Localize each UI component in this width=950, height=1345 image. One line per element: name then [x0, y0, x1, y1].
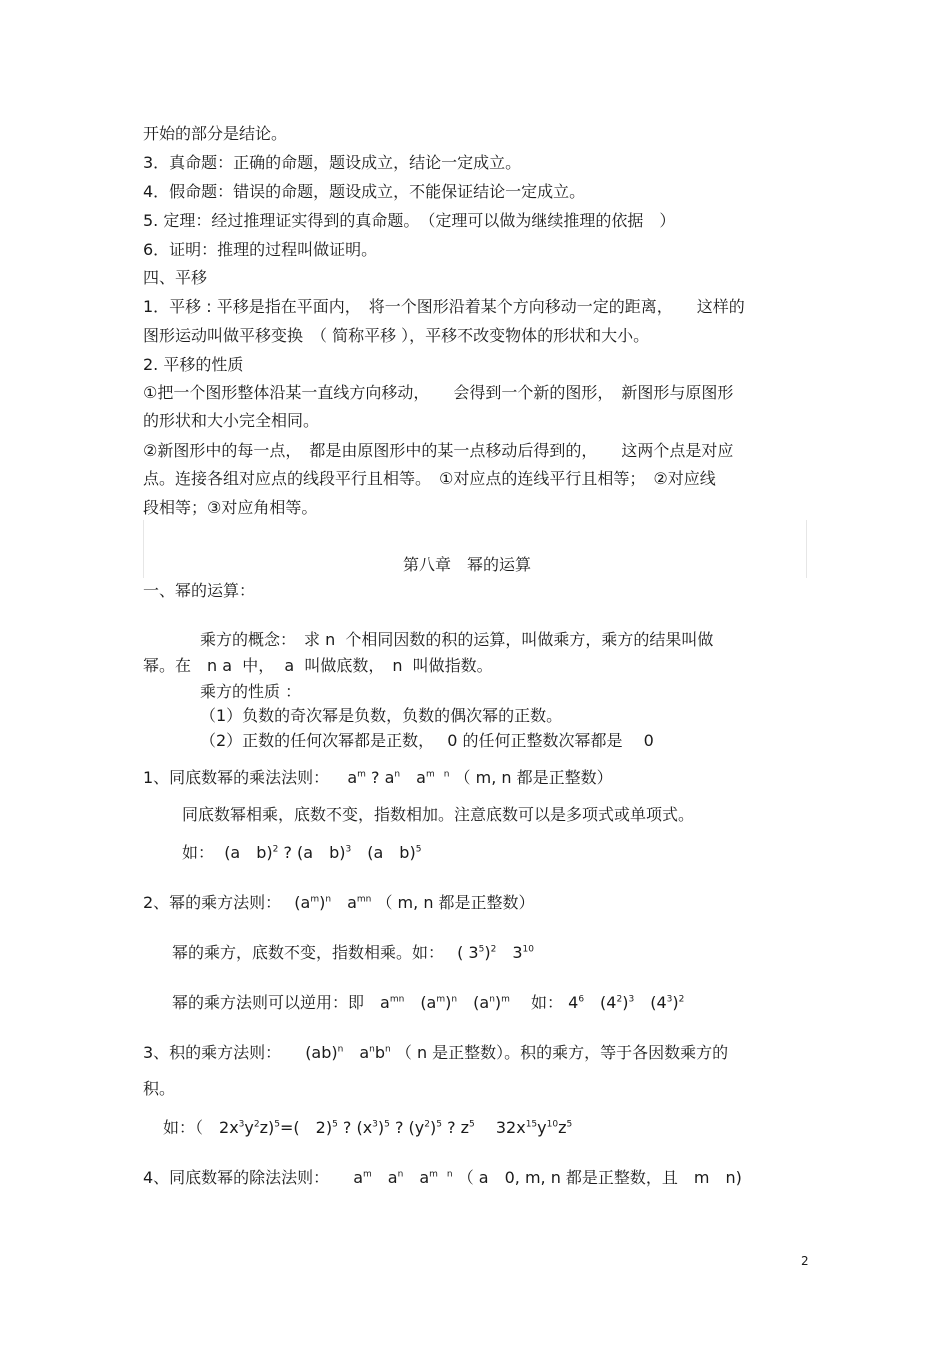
rule-multiplication — [143, 768, 613, 788]
formula: $a^{mn}$ $(a^m)^n$ $(a^n)^m$ — [364, 993, 510, 1012]
formula: $(a^m)^n$ $a^{mn}$ — [289, 893, 372, 912]
text-line: ②新图形中的每一点， 都是由原图形中的某一点移动后得到的， 这两个点是对应 — [143, 441, 734, 460]
example-label: 如：（ — [163, 1118, 204, 1137]
rule-condition: （ a 0, m, n 都是正整数，且 m n) — [457, 1168, 742, 1187]
text-line: 6．证明：推理的过程叫做证明。 — [143, 240, 378, 259]
rule-division — [143, 1168, 742, 1188]
text-line: ①把一个图形整体沿某一直线方向移动， 会得到一个新的图形， 新图形与原图形 — [143, 383, 734, 402]
example — [182, 843, 421, 863]
rule-power — [143, 893, 535, 913]
formula: $4^6$ $(4^2)^3$ $(4^3)^2$ — [563, 993, 685, 1012]
chapter-title: 第八章 幂的运算 — [403, 555, 532, 574]
formula: (ab)$^n$ $a^nb^n$ — [289, 1043, 391, 1062]
section-heading: 一、幂的运算： — [143, 581, 256, 600]
rule-note: 同底数幂相乘，底数不变，指数相加。注意底数可以是多项式或单项式。 — [182, 805, 695, 824]
formula: ( $3^5)^2$ $3^{10}$ — [436, 943, 534, 962]
example-label: 如： — [531, 993, 564, 1012]
text-line: （2）正数的任何次幂都是正数， 0 的任何正整数次幂都是 0 — [200, 731, 654, 750]
rule-note — [172, 943, 534, 963]
text-line: 3．真命题：正确的命题，题设成立，结论一定成立。 — [143, 153, 522, 172]
text-line: 1．平移 : 平移是指在平面内， 将一个图形沿着某个方向移动一定的距离， 这样的 — [143, 297, 745, 316]
text-line: 开始的部分是结论。 — [143, 124, 288, 143]
text-line: 乘方的性质 ： — [200, 682, 302, 701]
margin-rule-left — [143, 520, 144, 578]
text-line: 点。连接各组对应点的线段平行且相等。 ①对应点的连线平行且相等； ②对应线 — [143, 469, 716, 488]
rule-inverse — [172, 993, 684, 1013]
text-line: 图形运动叫做平移变换 （ 简称平移 ），平移不改变物体的形状和大小。 — [143, 326, 650, 345]
rule-condition: （ m, n 都是正整数） — [376, 893, 535, 912]
formula: (a b)$^2$ ? (a b)$^3$ (a b)$^5$ — [214, 843, 422, 862]
text-line: 乘方的概念： 求 n 个相同因数的积的运算，叫做乘方，乘方的结果叫做 — [200, 630, 714, 649]
text-line: 4．假命题：错误的命题，题设成立，不能保证结论一定成立。 — [143, 182, 586, 201]
formula: $2x^3y^2z)^5=$( 2)$^5$ ? $(x^3)^5$ ? $(y^2)^5$ ? $z^5$ $32x^{15}y^{10}z^5$ — [203, 1118, 573, 1137]
text-line: 幂。在 n a 中， a 叫做底数， n 叫做指数。 — [143, 656, 493, 675]
rule-label: 1、同底数幂的乘法法则： — [143, 768, 338, 787]
margin-rule-right — [806, 520, 807, 578]
text-line: 积。 — [143, 1079, 176, 1098]
rule-condition: （ n 是正整数）。积的乘方，等于各因数乘方的 — [395, 1043, 729, 1062]
rule-product-power — [143, 1043, 728, 1063]
rule-label: 4、同底数幂的除法法则： — [143, 1168, 338, 1187]
page-number: 2 — [801, 1254, 809, 1268]
text-line: （1）负数的奇次幂是负数，负数的偶次幂的正数。 — [200, 706, 563, 725]
example — [163, 1118, 572, 1138]
rule-label: 3、积的乘方法则： — [143, 1043, 290, 1062]
rule-note-text: 幂的乘方法则可以逆用：即 — [172, 993, 365, 1012]
section-heading: 四、平移 — [143, 268, 208, 287]
rule-condition: （ m, n 都是正整数） — [454, 768, 613, 787]
rule-note-text: 幂的乘方，底数不变，指数相乘。如： — [172, 943, 437, 962]
text-line: 的形状和大小完全相同。 — [143, 411, 320, 430]
text-line: 2. 平移的性质 — [143, 355, 244, 374]
formula: $a^m$ $a^n$ $a^{m n}$ — [337, 1168, 453, 1187]
text-line: 5. 定理：经过推理证实得到的真命题。 （定理可以做为继续推理的依据 ） — [143, 211, 676, 230]
rule-label: 2、幂的乘方法则： — [143, 893, 290, 912]
formula: $a^m$ ? $a^n$ $a^{m n}$ — [337, 768, 450, 787]
text-line: 段相等；③对应角相等。 — [143, 498, 318, 517]
example-label: 如： — [182, 843, 215, 862]
